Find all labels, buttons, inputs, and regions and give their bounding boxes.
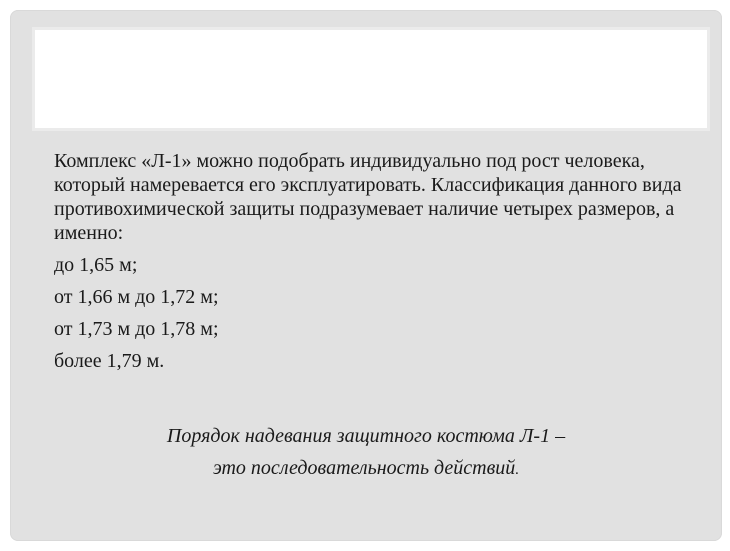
size-item: от 1,73 м до 1,78 м; [54,318,219,340]
size-item: до 1,65 м; [54,254,138,276]
intro-paragraph: Комплекс «Л-1» можно подобрать индивидуально под рост человека, который намеревается его эксплуатировать. Классификация данного вида противохимической защиты подразумевает наличие четырех размеров, а именно: [54,150,682,244]
caption-line-1: Порядок надевания защитного костюма Л-1 – [166,425,566,447]
slide [10,10,722,541]
title-placeholder[interactable] [32,27,710,131]
caption [10,420,722,486]
size-item: от 1,66 м до 1,72 м; [54,286,219,308]
caption-line-2 [10,452,722,486]
body-text [54,149,694,381]
caption-line-2-text: это последовательность действий [212,457,516,479]
size-item: более 1,79 м. [54,350,165,372]
caption-period: . [515,462,520,478]
